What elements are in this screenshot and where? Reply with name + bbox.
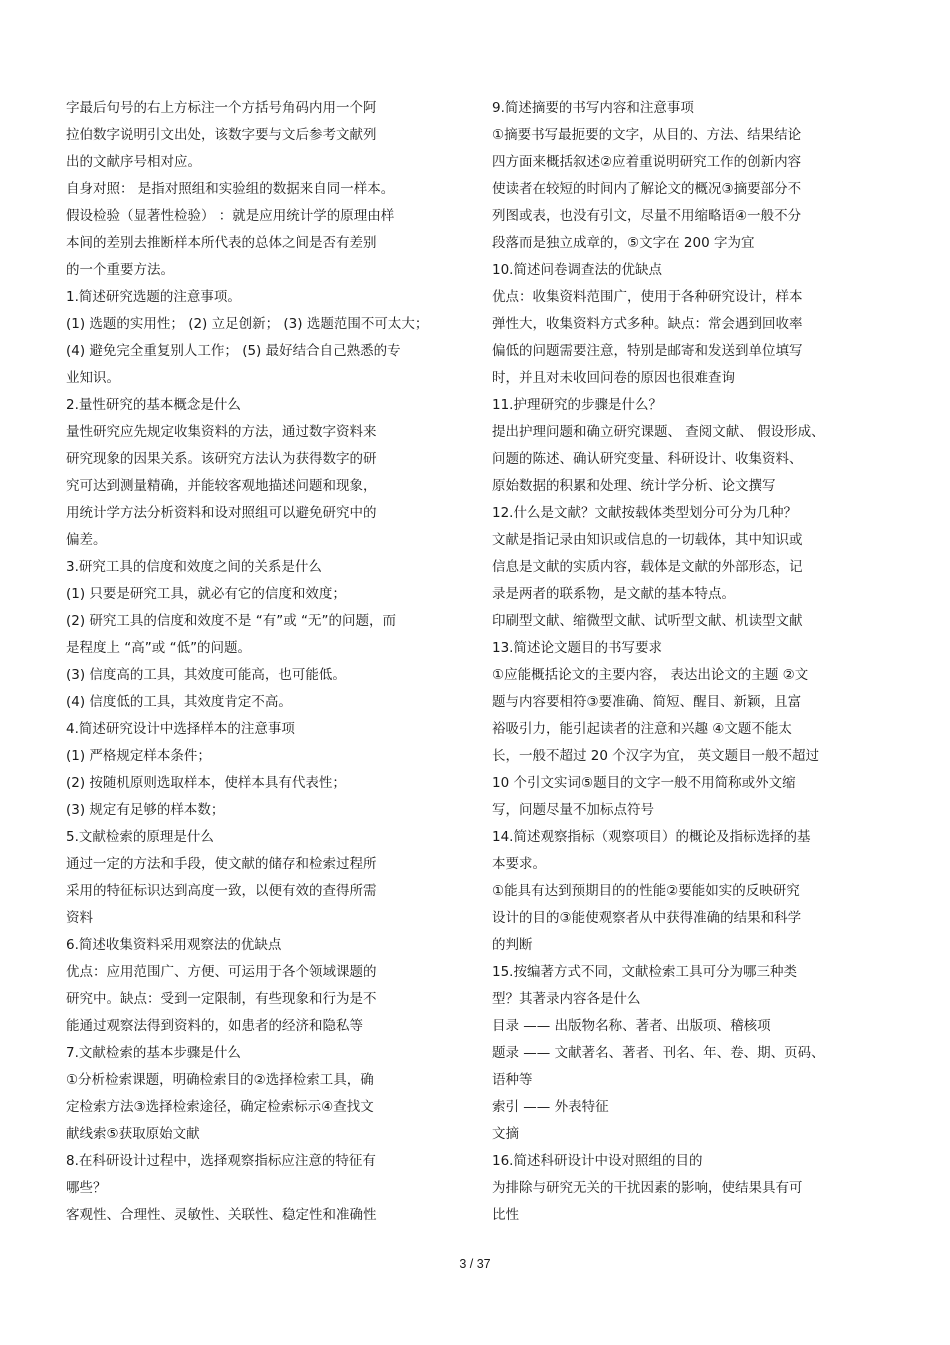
text-line: 是程度上 “高”或 “低”的问题。 [66,640,252,656]
text-line: 长，一般不超过 20 个汉字为宜， 英文题目一般不超过 [492,748,820,764]
text-line: (4) 避免完全重复别人工作； (5) 最好结合自己熟悉的专 [66,343,401,359]
left-text-column [66,95,458,1229]
text-line: 文献是指记录由知识或信息的一切载体，其中知识或 [492,532,803,548]
text-line: (2) 按随机原则选取样本，使样本具有代表性； [66,775,346,791]
text-line: 2.量性研究的基本概念是什么 [66,397,241,413]
text-line: (3) 规定有足够的样本数； [66,802,225,818]
text-line: 6.简述收集资料采用观察法的优缺点 [66,937,282,953]
text-line: 原始数据的积累和处理、统计学分析、论文撰写 [492,478,776,494]
text-line: 提出护理问题和确立研究课题、 查阅文献、 假设形成、 [492,424,825,440]
text-line: 使读者在较短的时间内了解论文的概况③摘要部分不 [492,181,802,197]
text-line: 7.文献检索的基本步骤是什么 [66,1045,241,1061]
text-line: 索引 —— 外表特征 [492,1099,609,1115]
text-line: 究可达到测量精确，并能较客观地描述问题和现象， [66,478,377,494]
text-line: 四方面来概括叙述②应着重说明研究工作的创新内容 [492,154,802,170]
text-line: 5.文献检索的原理是什么 [66,829,214,845]
text-line: 拉伯数字说明引文出处，该数字要与文后参考文献列 [66,127,377,143]
text-line: 9.简述摘要的书写内容和注意事项 [492,100,694,116]
text-line: 裕吸引力，能引起读者的注意和兴趣 ④文题不能太 [492,721,792,737]
text-line: 能通过观察法得到资料的，如患者的经济和隐私等 [66,1018,363,1034]
text-line: (1) 严格规定样本条件； [66,748,211,764]
text-line: 10.简述问卷调查法的优缺点 [492,262,662,278]
text-line: 题录 —— 文献著名、著者、刊名、年、卷、期、页码、 [492,1045,825,1061]
text-line: 献线索⑤获取原始文献 [66,1126,200,1142]
text-line: ①分析检索课题，明确检索目的②选择检索工具，确 [66,1072,374,1088]
text-line: 14.简述观察指标（观察项目）的概论及指标选择的基 [492,829,811,845]
text-line: 目录 —— 出版物名称、著者、出版项、稽核项 [492,1018,771,1034]
text-line: 信息是文献的实质内容，载体是文献的外部形态，记 [492,559,803,575]
text-line: 偏差。 [66,532,107,548]
text-line: (4) 信度低的工具，其效度肯定不高。 [66,694,292,710]
text-line: 10 个引文实词⑤题目的文字一般不用简称或外文缩 [492,775,796,791]
text-line: 本要求。 [492,856,546,872]
text-line: 段落而是独立成章的，⑤文字在 200 字为宜 [492,235,755,251]
text-line: 假设检验（显著性检验） ：就是应用统计学的原理由样 [66,208,395,224]
text-line: 12.什么是文献？文献按载体类型划分可分为几种？ [492,505,797,521]
text-line: ①摘要书写最扼要的文字，从目的、方法、结果结论 [492,127,802,143]
text-line: 8.在科研设计过程中，选择观察指标应注意的特征有 [66,1153,376,1169]
text-line: 为排除与研究无关的干扰因素的影响，使结果具有可 [492,1180,803,1196]
text-line: 定检索方法③选择检索途径，确定检索标示④查找文 [66,1099,374,1115]
text-line: 客观性、合理性、灵敏性、关联性、稳定性和准确性 [66,1207,377,1223]
text-line: 15.按编著方式不同，文献检索工具可分为哪三种类 [492,964,797,980]
text-line: (2) 研究工具的信度和效度不是 “有”或 “无”的问题，而 [66,613,396,629]
text-line: 语种等 [492,1072,533,1088]
text-line: (1) 只要是研究工具，就必有它的信度和效度； [66,586,346,602]
text-line: 用统计学方法分析资料和设对照组可以避免研究中的 [66,505,377,521]
text-line: 时，并且对未收回问卷的原因也很难查询 [492,370,735,386]
text-line: 字最后句号的右上方标注一个方括号角码内用一个阿 [66,100,377,116]
text-line: 自身对照： 是指对照组和实验组的数据来自同一样本。 [66,181,395,197]
text-line: 优点：收集资料范围广，使用于各种研究设计，样本 [492,289,803,305]
text-line: 量性研究应先规定收集资料的方法，通过数字资料来 [66,424,377,440]
text-line: 优点：应用范围广、方便、可运用于各个领域课题的 [66,964,377,980]
text-line: 的一个重要方法。 [66,262,174,278]
text-line: (1) 选题的实用性； (2) 立足创新； (3) 选题范围不可太大； [66,316,429,332]
right-text-column [492,95,892,1229]
text-line: 业知识。 [66,370,120,386]
text-line: 资料 [66,910,93,926]
text-line: 弹性大，收集资料方式多种。缺点：常会遇到回收率 [492,316,803,332]
text-line: 题与内容要相符③要准确、简短、醒目、新颖，且富 [492,694,802,710]
text-line: 列图或表，也没有引文，尽量不用缩略语④一般不分 [492,208,802,224]
text-line: 设计的目的③能使观察者从中获得准确的结果和科学 [492,910,802,926]
text-line: (3) 信度高的工具，其效度可能高，也可能低。 [66,667,346,683]
text-line: 的判断 [492,937,533,953]
page-number: 3 / 37 [459,1257,491,1271]
text-line: 出的文献序号相对应。 [66,154,201,170]
text-line: 16.简述科研设计中设对照组的目的 [492,1153,703,1169]
text-line: 问题的陈述、确认研究变量、科研设计、收集资料、 [492,451,803,467]
text-line: 1.简述研究选题的注意事项。 [66,289,241,305]
text-line: 文摘 [492,1126,519,1142]
text-line: ①应能概括论文的主要内容， 表达出论文的主题 ②文 [492,667,809,683]
text-line: 通过一定的方法和手段，使文献的储存和检索过程所 [66,856,377,872]
text-line: 印刷型文献、缩微型文献、试听型文献、机读型文献 [492,613,803,629]
text-line: ①能具有达到预期目的的性能②要能如实的反映研究 [492,883,800,899]
text-line: 偏低的问题需要注意，特别是邮寄和发送到单位填写 [492,343,803,359]
text-line: 哪些？ [66,1180,107,1196]
text-line: 本间的差别去推断样本所代表的总体之间是否有差别 [66,235,377,251]
text-line: 比性 [492,1207,519,1223]
text-line: 研究现象的因果关系。该研究方法认为获得数字的研 [66,451,377,467]
text-line: 研究中。缺点：受到一定限制，有些现象和行为是不 [66,991,377,1007]
text-line: 11.护理研究的步骤是什么？ [492,397,662,413]
text-line: 型？其著录内容各是什么 [492,991,641,1007]
text-line: 采用的特征标识达到高度一致，以便有效的查得所需 [66,883,377,899]
text-line: 4.简述研究设计中选择样本的注意事项 [66,721,295,737]
text-line: 写，问题尽量不加标点符号 [492,802,654,818]
text-line: 3.研究工具的信度和效度之间的关系是什么 [66,559,322,575]
text-line: 13.简述论文题目的书写要求 [492,640,662,656]
text-line: 录是两者的联系物，是文献的基本特点。 [492,586,735,602]
